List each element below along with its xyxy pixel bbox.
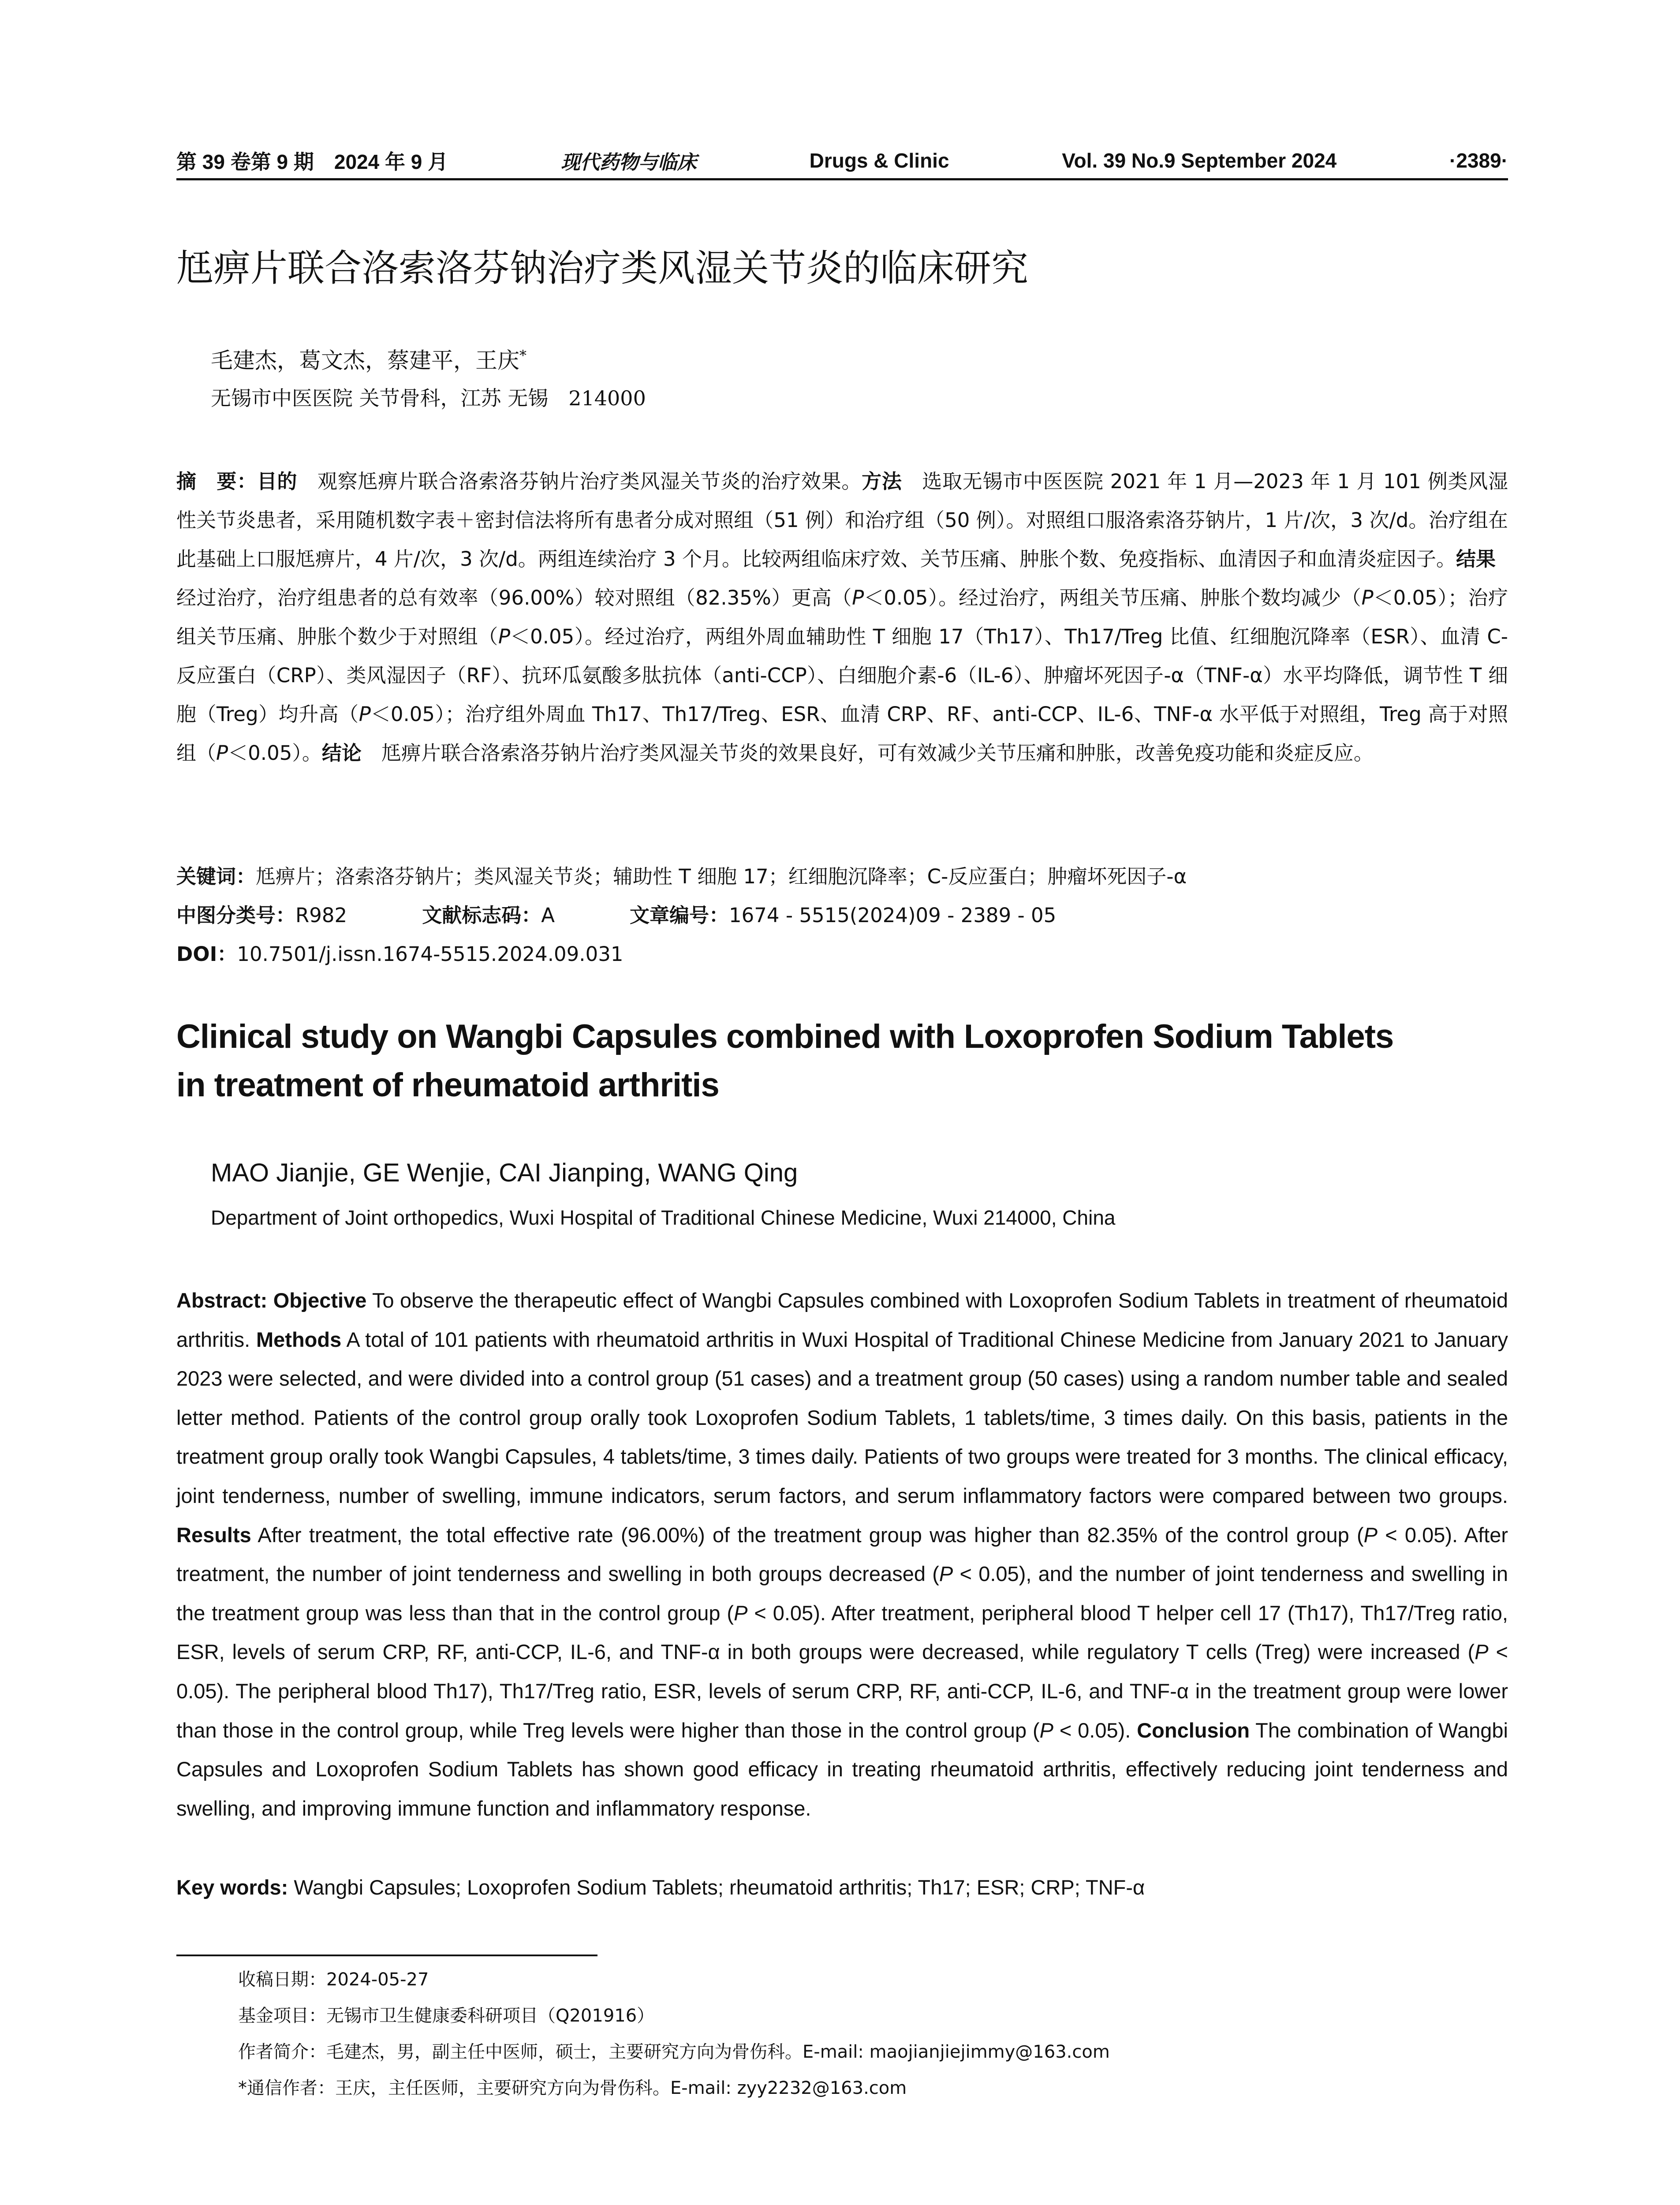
cn-affiliation: 无锡市中医医院 关节骨科，江苏 无锡 214000 (211, 386, 646, 410)
cn-results-text: ＜0.05）。经过治疗，两组关节压痛、肿胀个数均减少（ (864, 586, 1362, 609)
p-symbol: P (1475, 1640, 1489, 1664)
header-rule (176, 178, 1508, 180)
cn-conclusion-text: 尪痹片联合洛索洛芬钠片治疗类风湿关节炎的效果良好，可有效减少关节压痛和肿胀，改善免疫功能和炎症反应。 (361, 741, 1374, 765)
cn-abstract (176, 462, 1516, 773)
en-authors: MAO Jianjie, GE Wenjie, CAI Jianping, WANG Qing (211, 1159, 798, 1187)
en-results-label: Results (176, 1523, 251, 1547)
header-cn-volume: 第 39 卷第 9 期 2024 年 9 月 (176, 150, 448, 173)
cn-author-names: 毛建杰，葛文杰，蔡建平，王庆 (211, 348, 519, 374)
p-symbol: P (734, 1601, 748, 1625)
cn-results-text: ＜0.05）。 (228, 741, 322, 765)
cn-keywords: 尪痹片；洛索洛芬钠片；类风湿关节炎；辅助性 T 细胞 17；红细胞沉降率；C-反应蛋白；肿瘤坏死因子-α (256, 865, 1187, 888)
article-number-value: 1674 - 5515(2024)09 - 2389 - 05 (729, 904, 1057, 927)
cn-abstract-label: 摘 要： (176, 470, 257, 493)
en-results-text: < 0.05). After treatment, peripheral blood T helper cell 17 (Th17), Th17/Treg ratio, ESR, levels of serum CRP, RF, anti-CCP, IL-6, and TNF-α in both groups were decreased, while regulatory T cells (Treg) were increased ( (176, 1601, 1508, 1664)
header-cn-journal: 现代药物与临床 (560, 151, 697, 174)
cn-results-text: 经过治疗，治疗组患者的总有效率（96.00%）较对照组（82.35%）更高（ (176, 547, 1516, 609)
corresponding-mark: * (519, 347, 526, 364)
header-en-volume: Vol. 39 No.9 September 2024 (1062, 149, 1337, 172)
footnote-author-bio: 作者简介：毛建杰，男，副主任中医师，硕士，主要研究方向为骨伤科。E-mail: maojianjiejimmy@163.com (238, 2042, 1110, 2062)
p-symbol: P (358, 703, 371, 726)
footnote-corresponding: *通信作者：王庆，主任医师，主要研究方向为骨伤科。E-mail: zyy2232@163.com (238, 2078, 907, 2098)
cn-methods-label: 方法 (862, 470, 902, 493)
footnote-received: 收稿日期：2024-05-27 (238, 1970, 429, 1990)
en-article-title (176, 1013, 1508, 1110)
en-results-text: < 0.05). The peripheral blood Th17), Th17/Treg ratio, ESR, levels of serum CRP, RF, anti-CCP, IL-6, and TNF-α in the treatment group were lower than those in the control group, while Treg levels were higher than those in the control group ( (176, 1640, 1508, 1742)
en-affiliation: Department of Joint orthopedics, Wuxi Hospital of Traditional Chinese Medicine, Wuxi 214000, China (211, 1206, 1116, 1229)
cn-results-text: ＜0.05）；治疗组关节压痛、肿胀个数少于对照组（ (176, 586, 1508, 648)
article-number-label: 文章编号： (630, 904, 729, 927)
en-results-text: < 0.05). (1053, 1718, 1137, 1742)
cn-results-text: ＜0.05）；治疗组外周血 Th17、Th17/Treg、ESR、血清 CRP、RF、anti-CCP、IL-6、TNF-α 水平低于对照组，Treg 高于对照组（ (176, 703, 1508, 765)
cn-classification-row (176, 896, 1508, 935)
header-en-journal: Drugs & Clinic (809, 149, 949, 172)
en-conclusion-label: Conclusion (1137, 1718, 1250, 1742)
en-abstract (176, 1281, 1508, 1828)
running-header (176, 140, 1508, 181)
footnote-rule (176, 1955, 597, 1956)
en-keywords: Wangbi Capsules; Loxoprofen Sodium Tablets; rheumatoid arthritis; Th17; ESR; CRP; TNF-α (288, 1876, 1145, 1899)
doccode-label: 文献标志码： (422, 904, 541, 927)
p-symbol: P (852, 586, 864, 609)
doi-label: DOI： (176, 942, 237, 966)
en-keywords-row (176, 1868, 1508, 1907)
p-symbol: P (1361, 586, 1374, 609)
cn-keywords-label: 关键词： (176, 865, 256, 888)
cn-conclusion-label: 结论 (321, 741, 362, 765)
footnote-fund: 基金项目：无锡市卫生健康委科研项目（Q201916） (238, 2006, 655, 2026)
p-symbol: P (1363, 1523, 1378, 1547)
cn-results-text: ＜0.05）。经过治疗，两组外周血辅助性 T 细胞 17（Th17）、Th17/Treg 比值、红细胞沉降率（ESR）、血清 C-反应蛋白（CRP）、类风湿因子（RF）、抗环瓜氨酸多肽抗体（anti-CCP）、白细胞介素-6（IL-6）、肿瘤坏死因子-α（TNF-α）水平均降低，调节性 T 细胞（Treg）均升高（ (176, 625, 1508, 726)
clc-value: R982 (295, 904, 347, 927)
p-symbol: P (216, 741, 228, 765)
en-title-line: Clinical study on Wangbi Capsules combined with Loxoprofen Sodium Tablets (176, 1018, 1394, 1055)
footnotes (238, 1962, 1508, 2106)
en-title-line: in treatment of rheumatoid arthritis (176, 1066, 719, 1104)
doccode-value: A (541, 904, 555, 927)
en-methods-label: Methods (256, 1327, 342, 1351)
header-page-number: ·2389· (1449, 149, 1508, 172)
p-symbol: P (1039, 1718, 1053, 1742)
cn-keywords-row (176, 857, 1508, 896)
en-conclusion-text: The combination of Wangbi Capsules and Loxoprofen Sodium Tablets has shown good efficacy in treating rheumatoid arthritis, effectively reducing joint tenderness and swelling, and improving immune function and inflammatory response. (176, 1718, 1508, 1820)
cn-objective-label: 目的 (257, 470, 298, 493)
cn-objective-text: 观察尪痹片联合洛索洛芬钠片治疗类风湿关节炎的治疗效果。 (297, 470, 862, 493)
en-objective-text: To observe the therapeutic effect of Wangbi Capsules combined with Loxoprofen Sodium Tablets in treatment of rheumatoid arthritis. (176, 1289, 1508, 1351)
cn-metadata (176, 857, 1508, 974)
p-symbol: P (498, 625, 511, 648)
en-abstract-objective-label: Abstract: Objective (176, 1289, 367, 1312)
p-symbol: P (939, 1562, 953, 1586)
en-results-text: After treatment, the total effective rate (96.00%) of the treatment group was higher than 82.35% of the control group ( (251, 1523, 1364, 1547)
cn-methods-text: 选取无锡市中医医院 2021 年 1 月—2023 年 1 月 101 例类风湿性关节炎患者，采用随机数字表＋密封信法将所有患者分成对照组（51 例）和治疗组（50 例）。对照组口服洛索洛芬钠片，1 片/次，3 次/d。治疗组在此基础上口服尪痹片，4 片/次，3 次/d。两组连续治疗 3 个月。比较两组临床疗效、关节压痛、肿胀个数、免疫指标、血清因子和血清炎症因子。 (176, 470, 1508, 571)
doi-link[interactable]: 10.7501/j.issn.1674-5515.2024.09.031 (237, 942, 623, 966)
cn-article-title: 尪痹片联合洛索洛芬钠治疗类风湿关节炎的临床研究 (176, 247, 1029, 290)
en-keywords-label: Key words: (176, 1876, 288, 1899)
cn-results-label: 结果 (1456, 547, 1496, 571)
clc-label: 中图分类号： (176, 904, 296, 927)
en-methods-text: A total of 101 patients with rheumatoid arthritis in Wuxi Hospital of Traditional Chinese Medicine from January 2021 to January 2023 were selected, and were divided into a control group (51 cases) and a treatment group (50 cases) using a random number table and sealed letter method. Patients of the control group orally took Loxoprofen Sodium Tablets, 1 tablets/time, 3 times daily. On this basis, patients in the treatment group orally took Wangbi Capsules, 4 tablets/time, 3 times daily. Patients of two groups were treated for 3 months. The clinical efficacy, joint tenderness, number of swelling, immune indicators, serum factors, and serum inflammatory factors were compared between two groups. (176, 1327, 1508, 1507)
doi-row (176, 935, 1508, 974)
cn-authors (211, 340, 1490, 377)
en-results-text: < 0.05). After treatment, the number of joint tenderness and swelling in both groups decreased ( (176, 1523, 1508, 1586)
en-results-text: < 0.05), and the number of joint tenderness and swelling in the treatment group was less than that in the control group ( (176, 1562, 1508, 1625)
